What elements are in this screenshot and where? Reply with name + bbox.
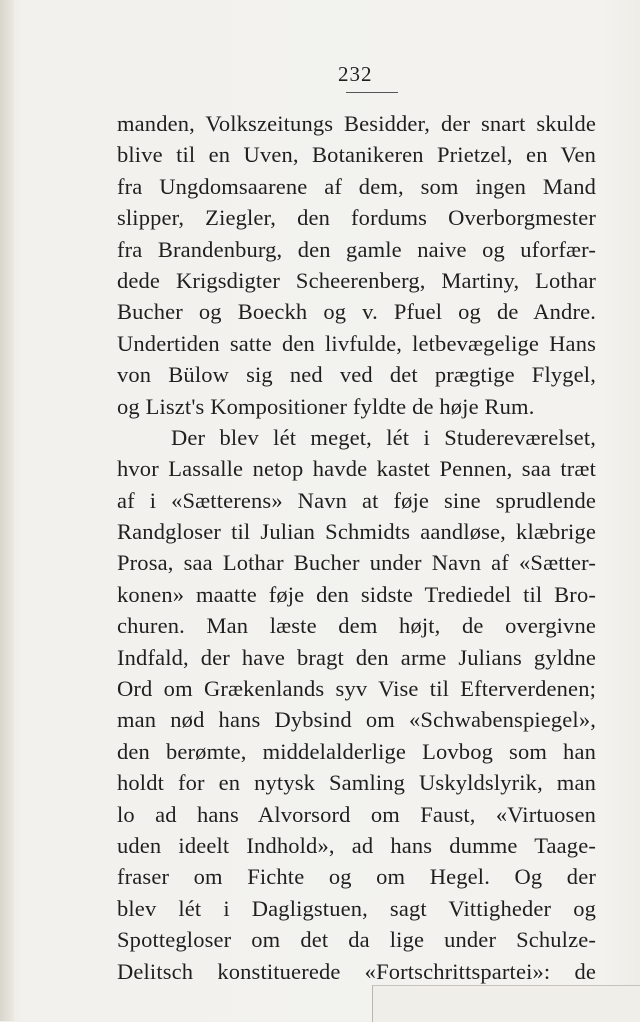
text-line: blev lét i Dagligstuen, sagt Vittigheder og <box>117 895 596 921</box>
text-line: Spottegloser om det da lige under Schulze- <box>117 927 596 953</box>
scan-border-corner <box>372 985 640 1022</box>
text-line: Indfald, der have bragt den arme Julians gyldne <box>117 644 596 670</box>
text-line: blive til en Uven, Botanikeren Prietzel, en Ven <box>117 142 596 168</box>
text-line: Undertiden satte den livfulde, letbevægelige Hans <box>117 330 596 356</box>
body-text <box>117 108 596 987</box>
text-line: fra Brandenburg, den gamle naive og uforfær- <box>117 236 596 262</box>
paragraph-start-line: Der blev lét meget, lét i Studereværelset, <box>171 424 596 450</box>
page-spine-shadow <box>0 0 14 1021</box>
text-line: holdt for en nytysk Samling Uskyldslyrik, man <box>117 770 596 796</box>
page-number-underline <box>346 92 398 93</box>
text-line: konen» maatte føje den sidste Trediedel til Bro- <box>117 581 596 607</box>
text-line: slipper, Ziegler, den fordums Overborgmester <box>117 205 596 231</box>
text-line: dede Krigsdigter Scheerenberg, Martiny, Lothar <box>117 267 596 293</box>
text-line: uden ideelt Indhold», ad hans dumme Taage- <box>117 832 596 858</box>
text-line: man nød hans Dybsind om «Schwabenspiegel», <box>117 707 596 733</box>
text-line: Prosa, saa Lothar Bucher under Navn af «Sætter- <box>117 550 596 576</box>
text-line: lo ad hans Alvorsord om Faust, «Virtuosen <box>117 801 596 827</box>
text-line: fraser om Fichte og om Hegel. Og der <box>117 864 596 890</box>
text-line: Randgloser til Julian Schmidts aandløse, klæbrige <box>117 519 596 545</box>
text-line: Bucher og Boeckh og v. Pfuel og de Andre. <box>117 299 596 325</box>
text-line: Ord om Grækenlands syv Vise til Efterverdenen; <box>117 676 596 702</box>
text-line: hvor Lassalle netop havde kastet Pennen, saa træt <box>117 456 596 482</box>
text-line: Delitsch konstituerede «Fortschrittspartei»: de <box>117 958 596 984</box>
text-line: manden, Volkszeitungs Besidder, der snart skulde <box>117 111 596 136</box>
page-number: 232 <box>338 62 373 86</box>
text-line: af i «Sætterens» Navn at føje sine sprudlende <box>117 487 596 513</box>
text-line: von Bülow sig ned ved det prægtige Flygel, <box>117 362 596 388</box>
text-line: fra Ungdomsaarene af dem, som ingen Mand <box>117 173 596 199</box>
text-line: den berømte, middelalderlige Lovbog som han <box>117 738 596 764</box>
text-line: churen. Man læste dem højt, de overgivne <box>117 613 596 639</box>
text-line: og Liszt's Kompositioner fyldte de høje Rum. <box>117 393 535 419</box>
